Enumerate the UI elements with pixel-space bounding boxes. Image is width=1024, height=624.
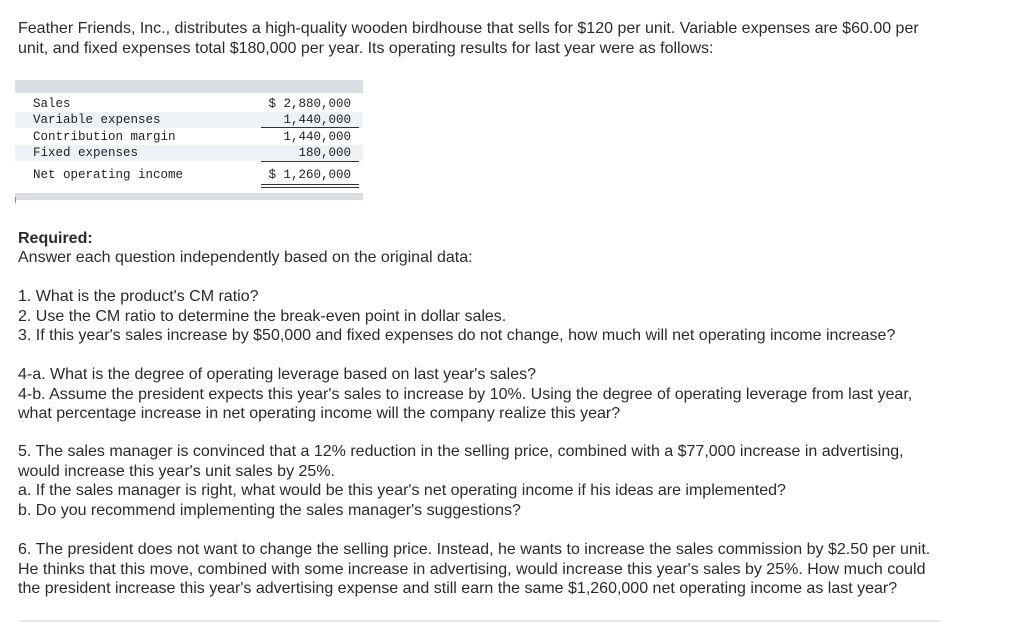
row-label: Fixed expenses: [33, 146, 139, 160]
table-row-fixed-expenses: [15, 145, 363, 161]
question-line: a. If the sales manager is right, what would be this year's net operating income if his ideas are implemented?: [18, 482, 786, 499]
question-line: would increase this year's unit sales by 25%.: [18, 462, 335, 480]
question-group-1-3: [18, 287, 1008, 346]
table-row-net-operating-income: [15, 167, 363, 183]
table-footer-bar: [15, 193, 363, 200]
row-amount: 1,440,000: [283, 113, 351, 127]
required-heading: Required:: [18, 230, 93, 247]
row-amount: $ 2,880,000: [268, 97, 351, 111]
double-underline-bottom: [261, 187, 359, 188]
row-amount: 180,000: [298, 146, 351, 160]
underline: [261, 127, 359, 128]
question-group-4: [18, 365, 1008, 424]
row-label: Sales: [33, 97, 71, 111]
question-line: 6. The president does not want to change the selling price. Instead, he wants to increase the sales commission by $2.50 per unit.: [18, 541, 931, 558]
intro-paragraph: [18, 19, 1008, 58]
row-label: Contribution margin: [33, 130, 176, 144]
question-line: 1. What is the product's CM ratio?: [18, 288, 259, 305]
question-line: what percentage increase in net operating income will the company realize this year?: [18, 405, 621, 422]
double-underline-top: [261, 184, 359, 185]
table-corner-mark: [15, 197, 16, 203]
income-statement-table: [15, 80, 363, 201]
question-line: 4-a. What is the degree of operating leverage based on last year's sales?: [18, 366, 537, 383]
row-label: Variable expenses: [33, 113, 161, 127]
question-group-5: [18, 442, 1008, 520]
question-line: He thinks that this move, combined with some increase in advertising, would increase this year's sales by 25%. How much could: [18, 560, 926, 578]
intro-line: unit, and fixed expenses total $180,000 per year. Its operating results for last year were as follows:: [18, 39, 714, 57]
question-line: 3. If this year's sales increase by $50,000 and fixed expenses do not change, how much will net operating income increase?: [18, 327, 896, 344]
table-header-bar: [15, 80, 363, 93]
required-instructions: Answer each question independently based on the original data:: [18, 249, 473, 266]
row-amount: 1,440,000: [283, 130, 351, 144]
table-row-sales: [15, 96, 363, 112]
row-amount: $ 1,260,000: [268, 168, 351, 182]
table-row-variable-expenses: [15, 112, 363, 128]
question-line: the president increase this year's advertising expense and still earn the same $1,260,000 net operating income as last year?: [18, 580, 898, 597]
question-line: b. Do you recommend implementing the sales manager's suggestions?: [18, 501, 521, 519]
intro-line: Feather Friends, Inc., distributes a high-quality wooden birdhouse that sells for $120 per unit. Variable expenses are $60.00 per: [18, 20, 919, 37]
underline: [261, 161, 359, 162]
question-line: 4-b. Assume the president expects this year's sales to increase by 10%. Using the degree of operating leverage from last year,: [18, 385, 913, 403]
row-label: Net operating income: [33, 168, 184, 182]
question-line: 2. Use the CM ratio to determine the break-even point in dollar sales.: [18, 307, 507, 325]
table-row-contribution-margin: [15, 129, 363, 145]
question-group-6: [18, 540, 1008, 599]
question-line: 5. The sales manager is convinced that a 12% reduction in the selling price, combined with a $77,000 increase in advertising,: [18, 443, 904, 460]
bottom-divider: [20, 620, 940, 622]
